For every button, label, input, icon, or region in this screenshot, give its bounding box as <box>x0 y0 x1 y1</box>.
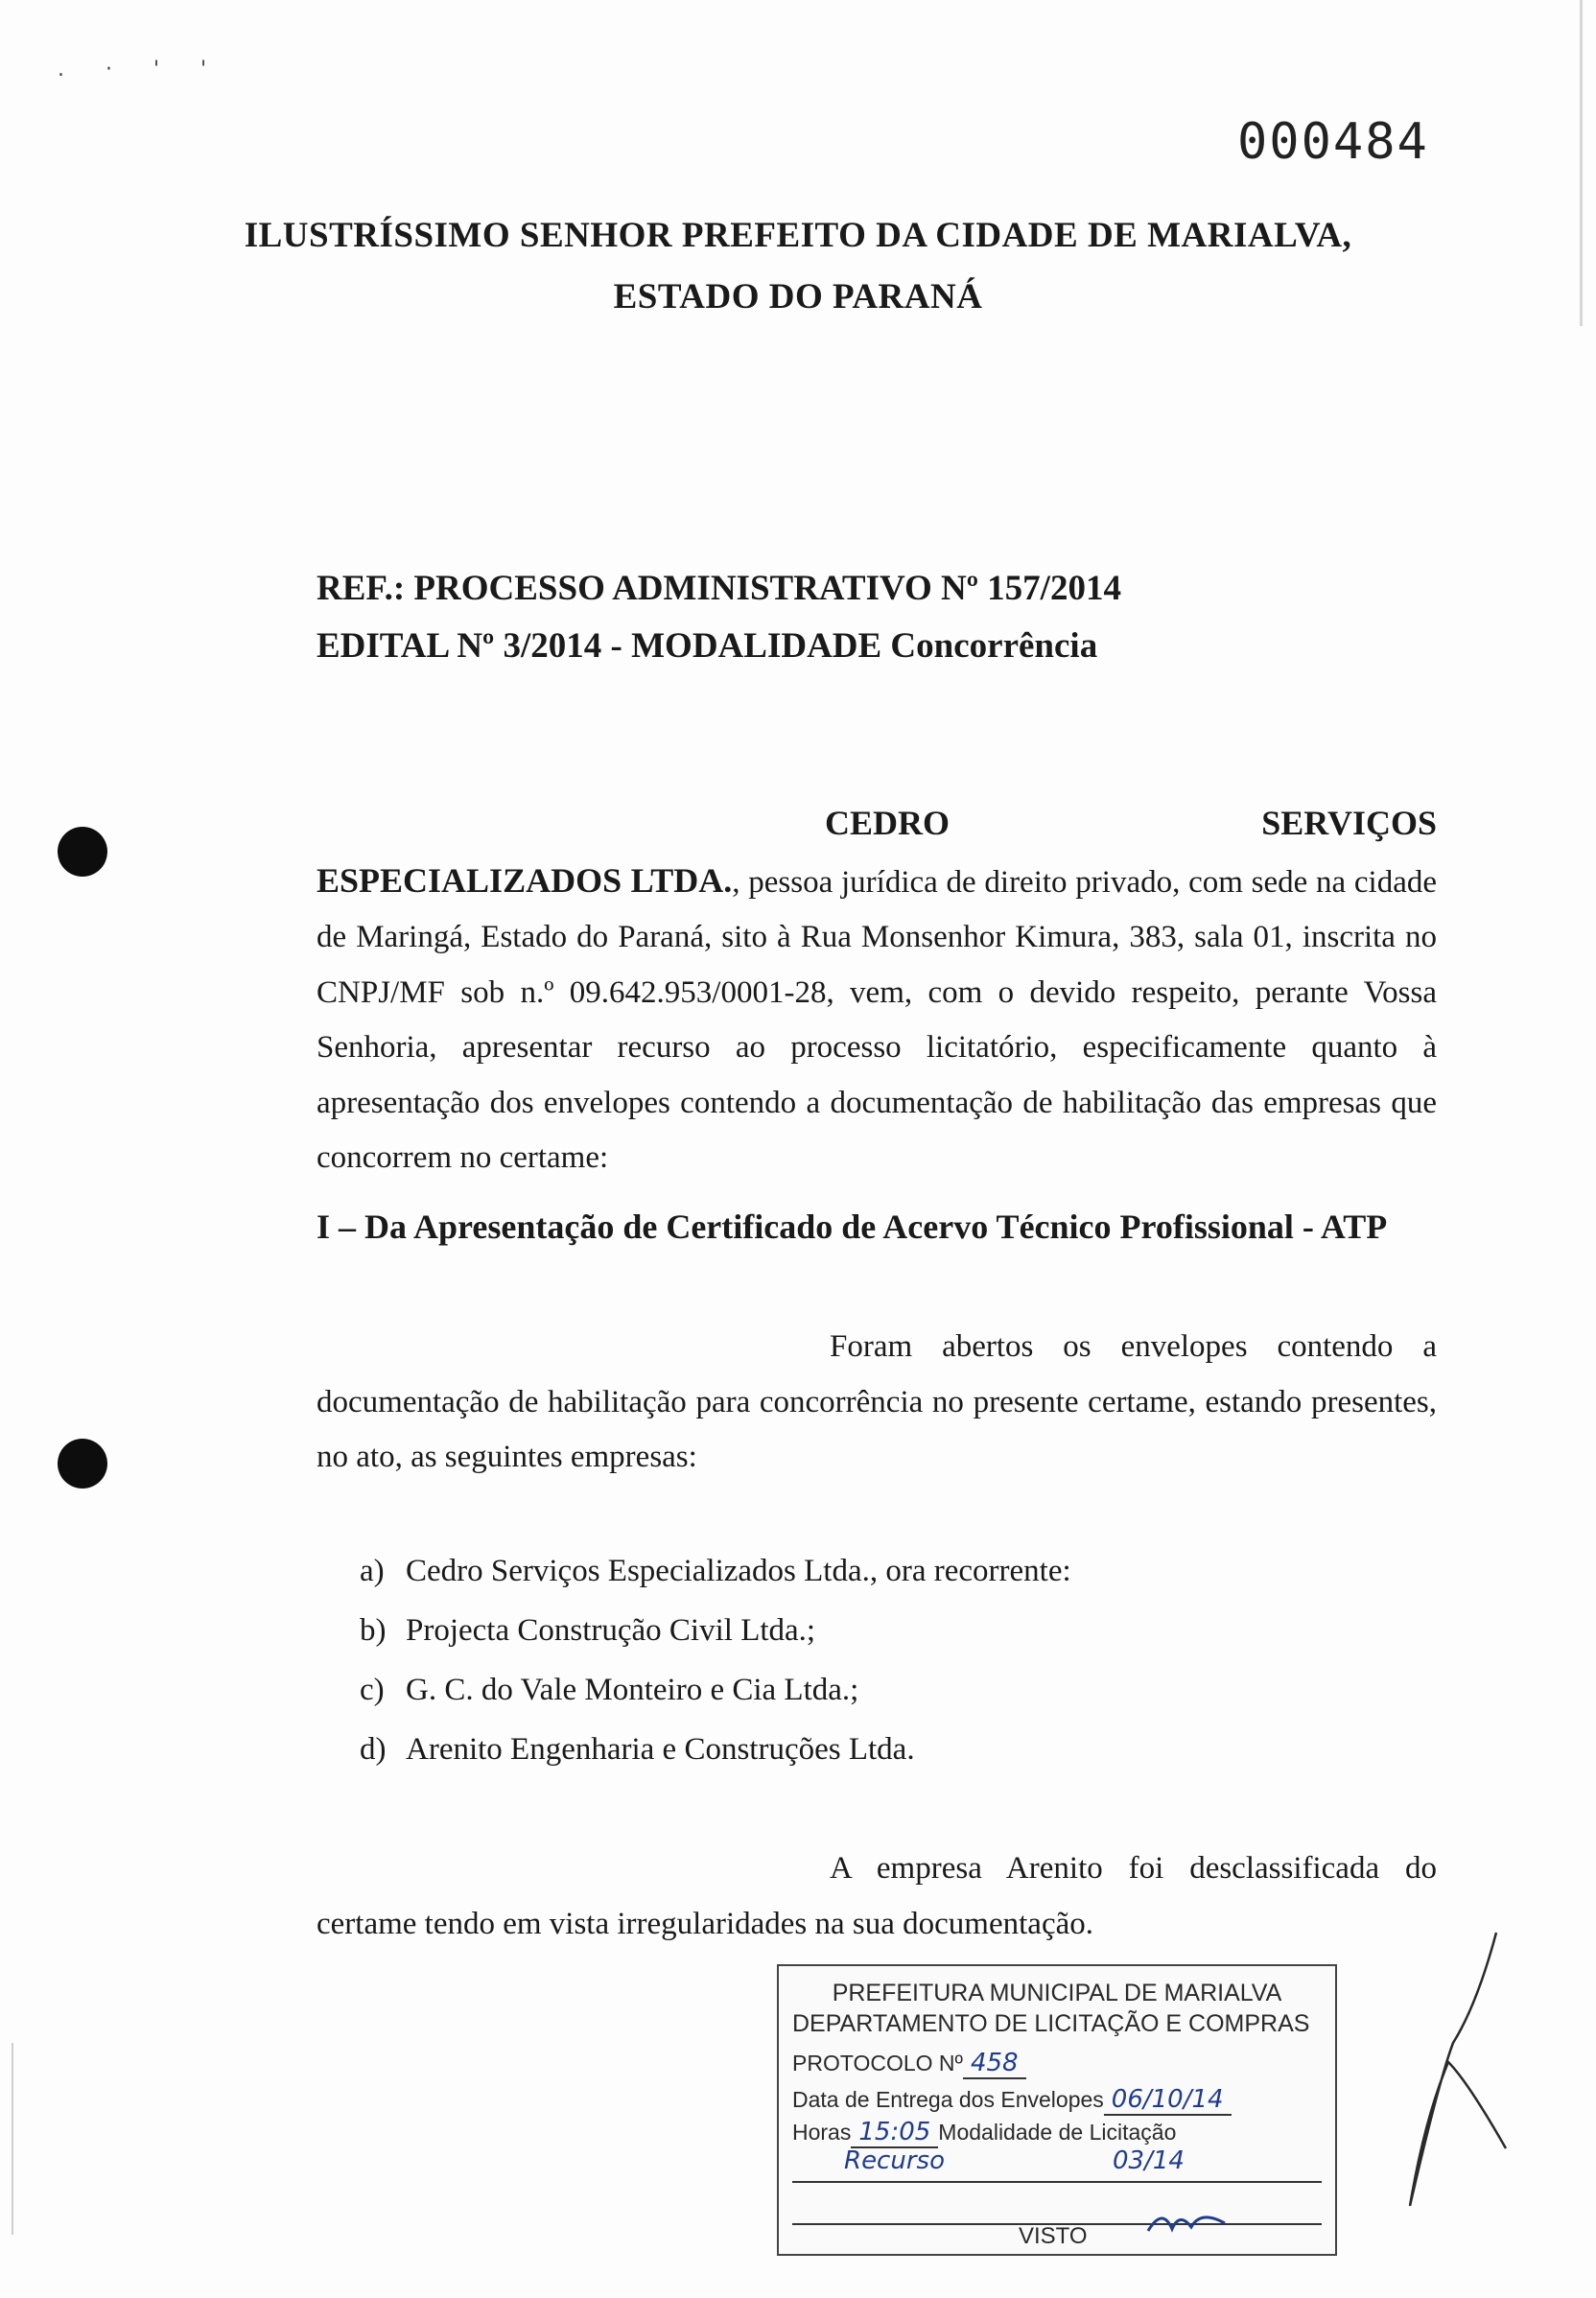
list-item: b) Projecta Construção Civil Ltda.; <box>360 1613 816 1648</box>
visto-signature-icon <box>1143 2202 1230 2240</box>
visto-label: VISTO <box>1019 2223 1088 2249</box>
delivery-date: 06/10/14 <box>1104 2085 1232 2116</box>
protocol-number: 458 <box>963 2049 1026 2079</box>
intro-text: , pessoa jurídica de direito privado, com sede na cidade de Maringá, Estado do Paraná, sito à Rua Monsenhor Kimura, 383, sala 01, inscrita no CNPJ/MF sob n.º 09.642.953/0001-28, vem, com o devido respeito, perante Vossa Senhoria, apresentar recurso ao processo licitatório, especificamente quanto à apresentação dos envelopes contendo a documentação de habilitação das empresas que concorrem no certame: <box>317 864 1437 1175</box>
handwritten-number: 03/14 <box>1113 2146 1185 2175</box>
list-item: a) Cedro Serviços Especializados Ltda., ora recorrente: <box>360 1554 1071 1588</box>
protocol-stamp <box>777 1964 1337 2256</box>
arenito-paragraph: A empresa Arenito foi desclassificada do certame tendo em vista irregularidades na sua documentação. <box>317 1851 1437 1941</box>
reference-process: REF.: PROCESSO ADMINISTRATIVO Nº 157/2014 <box>317 569 1121 608</box>
stamp-hours-modality: Horas 15:05 Modalidade de Licitação <box>792 2118 1177 2146</box>
punch-hole-bottom <box>58 1439 107 1489</box>
hours-value: 15:05 <box>851 2118 938 2148</box>
envelopes-paragraph: Foram abertos os envelopes contendo a documentação de habilitação para concorrência no presente certame, estando presentes, no ato, as seguintes empresas: <box>317 1329 1437 1474</box>
scan-edge-left <box>12 2043 13 2235</box>
intro-paragraph <box>317 796 1437 1186</box>
reference-edital: EDITAL Nº 3/2014 - MODALIDADE Concorrência <box>317 626 1098 666</box>
section-title: I – Da Apresentação de Certificado de Acervo Técnico Profissional - ATP <box>317 1208 1388 1246</box>
heading-line-1: ILUSTRÍSSIMO SENHOR PREFEITO DA CIDADE DE MARIALVA, <box>244 216 1352 255</box>
companies-list <box>360 1554 1071 1792</box>
signature-icon <box>1381 1928 1515 2216</box>
stamp-municipality: PREFEITURA MUNICIPAL DE MARIALVA <box>832 1980 1282 2006</box>
stray-marks: . · ' ' <box>58 58 224 82</box>
list-item: d) Arenito Engenharia e Construções Ltda. <box>360 1732 915 1767</box>
heading-line-2: ESTADO DO PARANÁ <box>613 277 983 317</box>
stamp-delivery-date: Data de Entrega dos Envelopes 06/10/14 <box>792 2085 1322 2114</box>
stamp-line <box>792 2181 1322 2183</box>
punch-hole-top <box>58 827 107 877</box>
stamp-protocol: PROTOCOLO Nº 458 <box>792 2049 1322 2077</box>
handwritten-type: Recurso <box>844 2146 945 2175</box>
company-name: CEDRO SERVIÇOS ESPECIALIZADOS LTDA. <box>317 804 1437 900</box>
list-item: c) G. C. do Vale Monteiro e Cia Ltda.; <box>360 1673 859 1707</box>
stamp-department: DEPARTAMENTO DE LICITAÇÃO E COMPRAS <box>792 2010 1310 2037</box>
page-number: 000484 <box>1237 113 1429 171</box>
